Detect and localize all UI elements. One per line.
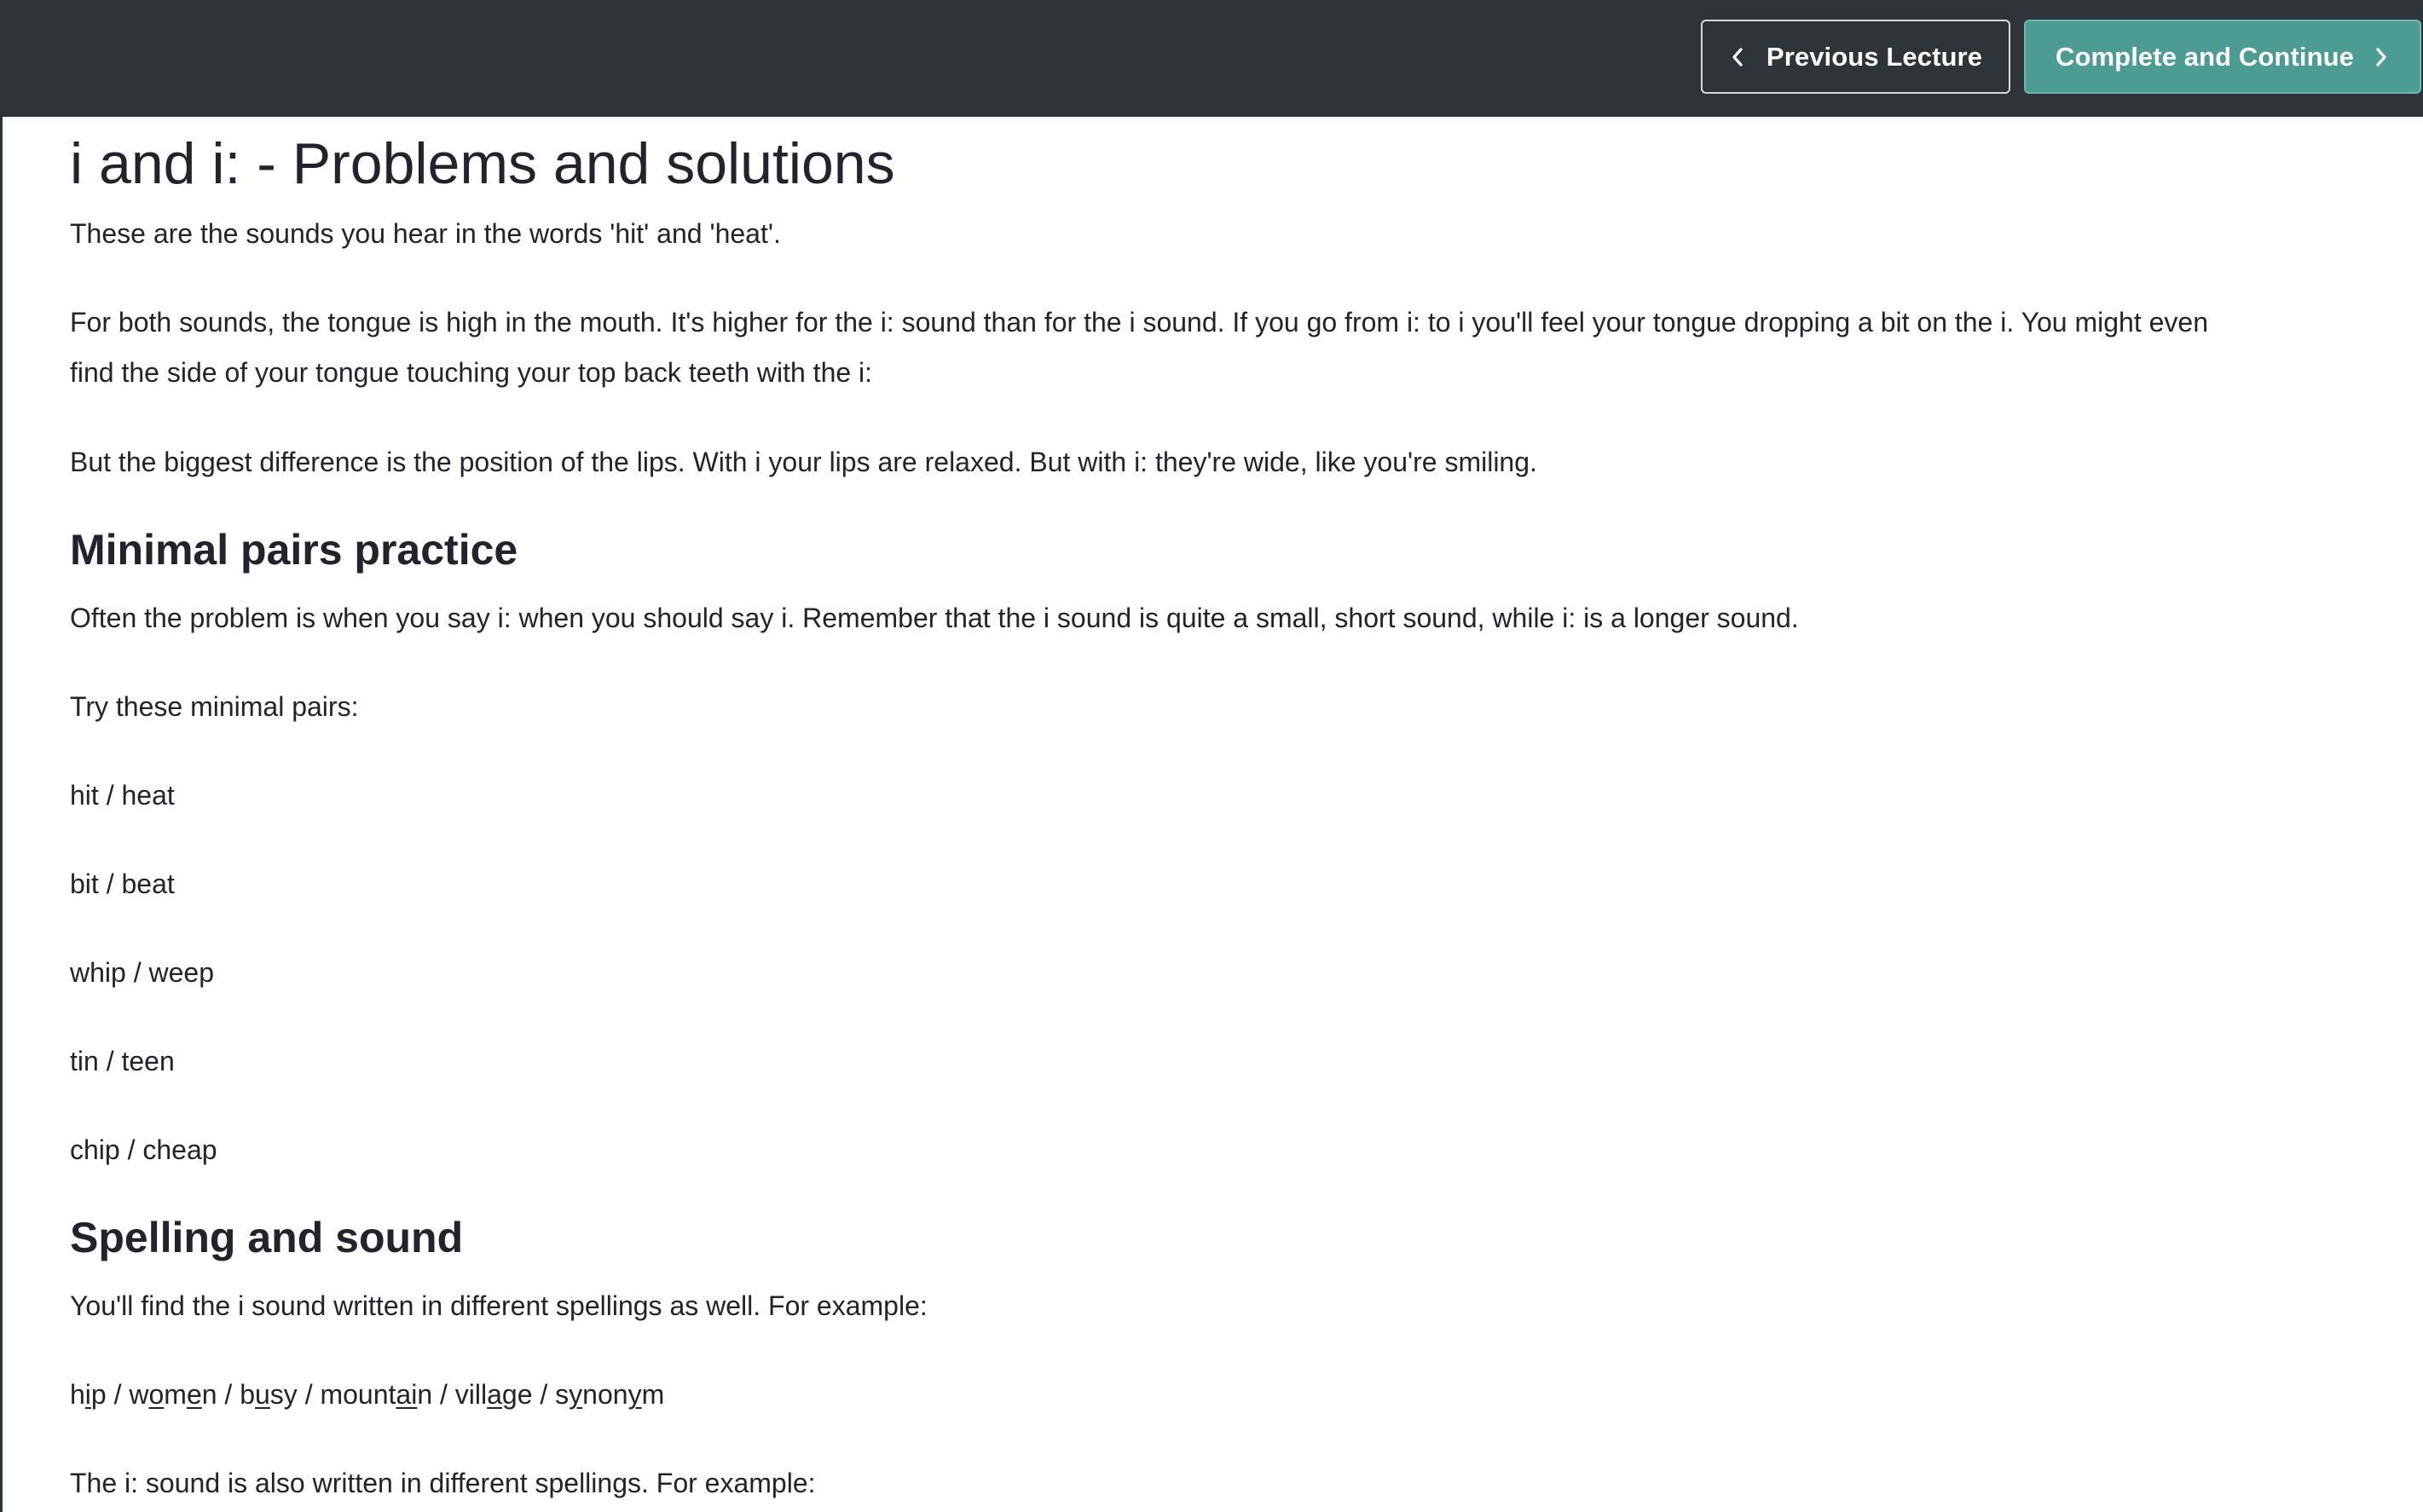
underlined-letters: u bbox=[255, 1379, 270, 1410]
long-sound-spelling-intro: The i: sound is also written in different spellings. For example: bbox=[70, 1468, 816, 1498]
minimal-pairs-heading: Minimal pairs practice bbox=[70, 526, 518, 574]
chevron-left-icon bbox=[1729, 45, 1746, 69]
spelling-fragment: / s bbox=[532, 1379, 570, 1410]
spelling-fragment: ge bbox=[501, 1379, 533, 1410]
spelling-fragment: n bbox=[201, 1379, 217, 1410]
minimal-pair-item: tin / teen bbox=[70, 1046, 175, 1076]
tongue-paragraph-line-1: For both sounds, the tongue is high in the mouth. It's higher for the i: sound than for the i sound. If you go from i: to i you'll feel your tongue dropping a bit on the i. You might even bbox=[70, 307, 2209, 338]
spelling-fragment: sy bbox=[269, 1379, 298, 1410]
underlined-letters: i bbox=[84, 1379, 91, 1410]
spelling-fragment: m bbox=[641, 1379, 665, 1410]
page-title: i and i: - Problems and solutions bbox=[70, 131, 895, 196]
spelling-fragment: non bbox=[582, 1379, 628, 1410]
spelling-heading: Spelling and sound bbox=[70, 1214, 464, 1261]
minimal-pair-item: chip / cheap bbox=[70, 1134, 217, 1165]
spelling-fragment: / vill bbox=[432, 1379, 488, 1410]
underlined-letters: o bbox=[148, 1379, 165, 1410]
underlined-letters: a bbox=[487, 1379, 502, 1410]
window-edge bbox=[0, 0, 3, 1512]
complete-and-continue-button[interactable] bbox=[2024, 20, 2421, 94]
lecture-topbar bbox=[0, 0, 2423, 117]
minimal-pair-item: bit / beat bbox=[70, 869, 175, 899]
underlined-letters: y bbox=[569, 1379, 583, 1410]
spelling-fragment: / mount bbox=[297, 1379, 396, 1410]
previous-lecture-button[interactable] bbox=[1701, 20, 2010, 94]
spelling-examples bbox=[70, 1369, 664, 1420]
underlined-letters: e bbox=[186, 1379, 202, 1410]
previous-lecture-label: Previous Lecture bbox=[1766, 41, 1983, 72]
underlined-letters: ai bbox=[396, 1379, 418, 1410]
spelling-fragment: h bbox=[70, 1379, 85, 1410]
spelling-fragment: m bbox=[164, 1379, 187, 1410]
minimal-pair-item: hit / heat bbox=[70, 780, 175, 811]
complete-and-continue-label: Complete and Continue bbox=[2056, 41, 2354, 72]
spelling-fragment: / w bbox=[106, 1379, 149, 1410]
spelling-fragment: p bbox=[90, 1379, 107, 1410]
lips-paragraph: But the biggest difference is the position of the lips. With i your lips are relaxed. But with i: they're wide, like you're smiling. bbox=[70, 447, 1537, 477]
spelling-fragment: / b bbox=[217, 1379, 255, 1410]
underlined-letters: y bbox=[627, 1379, 642, 1410]
minimal-pair-item: whip / weep bbox=[70, 957, 214, 988]
minimal-pairs-explanation: Often the problem is when you say i: when you should say i. Remember that the i sound is quite a small, short sound, while i: is a longer sound. bbox=[70, 603, 1799, 633]
tongue-paragraph-line-2: find the side of your tongue touching your top back teeth with the i: bbox=[70, 357, 873, 388]
intro-paragraph: These are the sounds you hear in the words 'hit' and 'heat'. bbox=[70, 218, 781, 249]
spelling-fragment: n bbox=[417, 1379, 433, 1410]
minimal-pairs-prompt: Try these minimal pairs: bbox=[70, 691, 359, 722]
spelling-intro: You'll find the i sound written in different spellings as well. For example: bbox=[70, 1290, 928, 1321]
chevron-right-icon bbox=[2373, 45, 2390, 69]
